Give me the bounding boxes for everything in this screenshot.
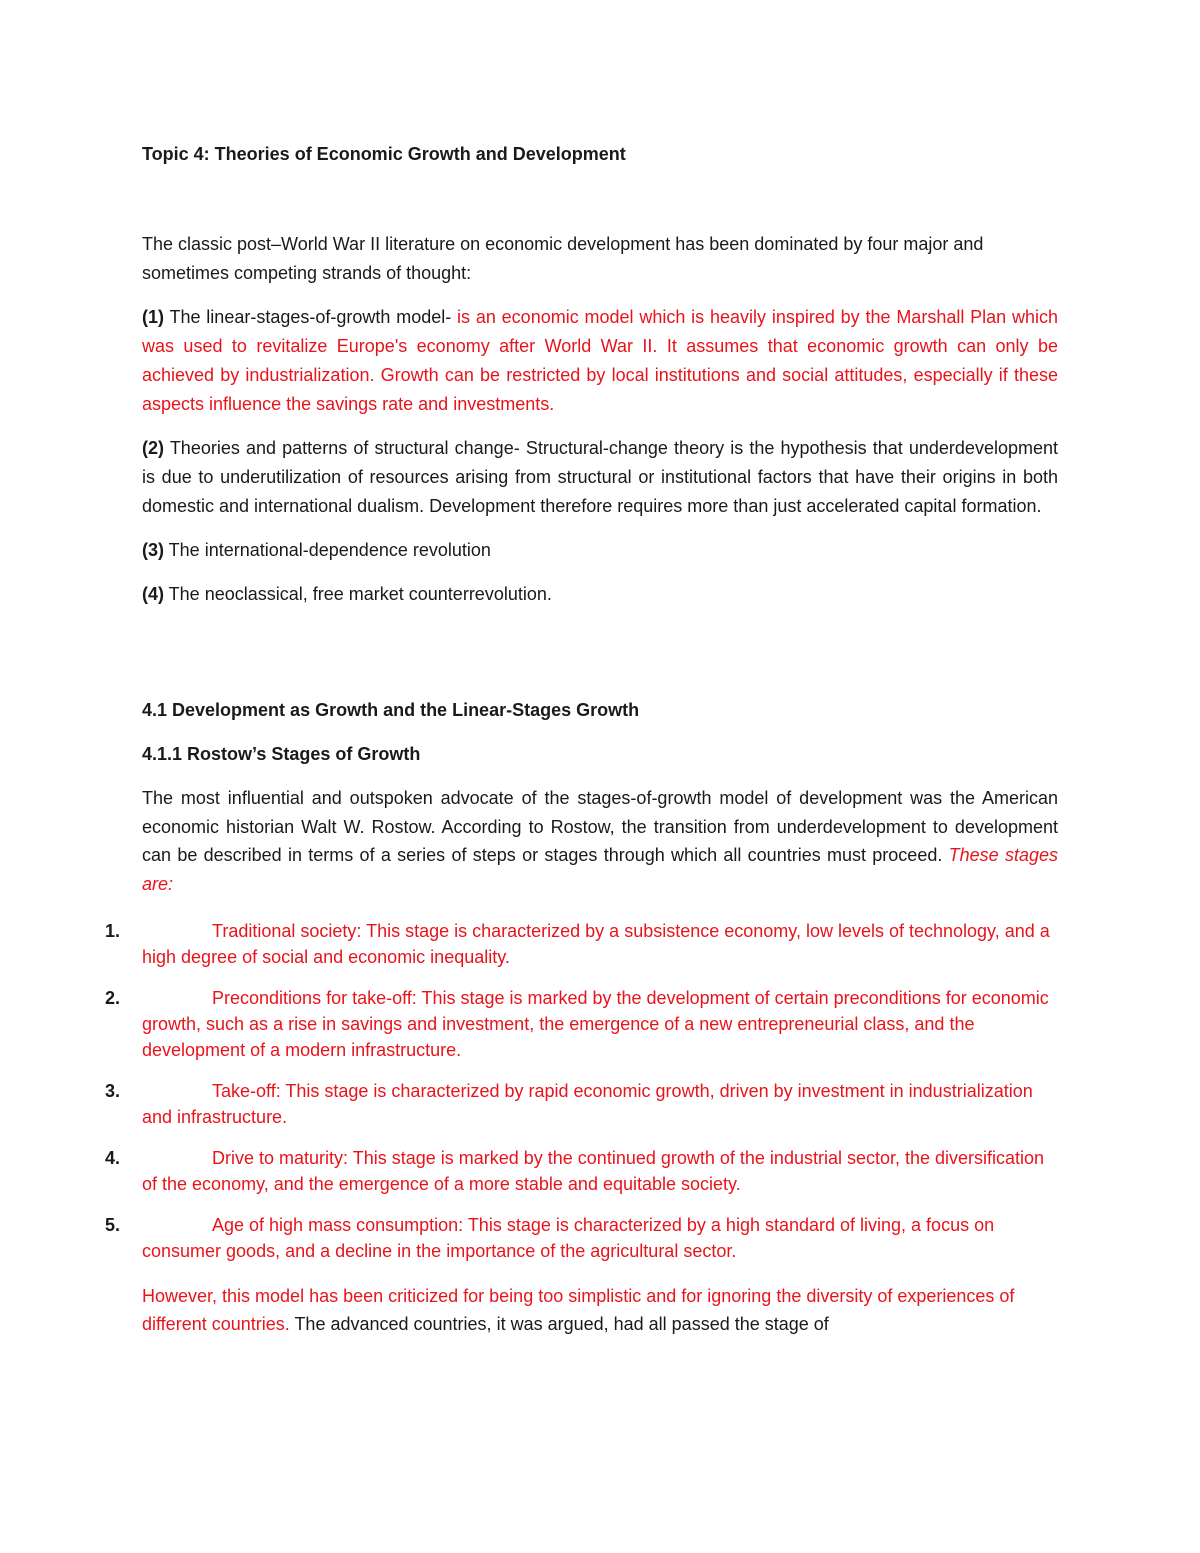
stage-text: Traditional society: This stage is characterized by a subsistence economy, low levels of technology, and a high degree of social and economic inequality.	[142, 921, 1050, 967]
strand-label: The linear-stages-of-growth model-	[164, 307, 458, 327]
stages-list	[105, 918, 1058, 1264]
rostow-paragraph	[142, 784, 1058, 898]
section-heading: 4.1 Development as Growth and the Linear-Stages Growth	[142, 700, 640, 720]
list-number: 3.	[105, 1081, 121, 1101]
strand-description: is an economic model which is heavily inspired by the Marshall Plan which was used to revitalize Europe's economy after World War II. It assumes that economic growth can only be achieved by industrialization. Growth can be restricted by local institutions and social attitudes, especially if these aspects influence the savings rate and investments.	[142, 307, 1058, 414]
subsection-heading: 4.1.1 Rostow’s Stages of Growth	[142, 744, 421, 764]
page-title: Topic 4: Theories of Economic Growth and Development	[142, 144, 626, 164]
stage-text: Age of high mass consumption: This stage is characterized by a high standard of living, a focus on consumer goods, and a decline in the importance of the agricultural sector.	[142, 1215, 995, 1261]
rostow-text: The most influential and outspoken advocate of the stages-of-growth model of development was the American economic historian Walt W. Rostow. According to Rostow, the transition from underdevelopment to development can be described in terms of a series of steps or stages through which all countries must proceed.	[142, 788, 1058, 865]
strand-number: (3)	[142, 540, 164, 560]
strand-3	[142, 536, 1058, 565]
strand-number: (2)	[142, 438, 164, 458]
list-item	[105, 1212, 1058, 1264]
list-number: 2.	[105, 988, 121, 1008]
stages-lead-in: These stages are:	[142, 845, 1058, 894]
strand-1	[142, 303, 1058, 419]
list-number: 1.	[105, 921, 121, 941]
stage-text: Drive to maturity: This stage is marked by the continued growth of the industrial sector, the diversification of the economy, and the emergence of a more stable and equitable society.	[142, 1148, 1045, 1194]
list-item	[105, 1078, 1058, 1130]
list-item	[105, 1145, 1058, 1197]
strand-label: Theories and patterns of structural change- Structural-change theory is the hypothesis that underdevelopment is due to underutilization of resources arising from structural or institutional factors that have their origins in both domestic and international dualism. Development therefore requires more than just accelerated capital formation.	[142, 438, 1058, 516]
document-page	[105, 140, 1058, 1338]
list-item	[105, 918, 1058, 970]
criticism-paragraph	[142, 1282, 1058, 1338]
strand-label: The international-dependence revolution	[164, 540, 491, 560]
criticism-text: However, this model has been criticized for being too simplistic and for ignoring the diversity of experiences of different countries.	[142, 1286, 1015, 1334]
continuation-text: The advanced countries, it was argued, had all passed the stage of	[289, 1314, 829, 1334]
strand-2	[142, 434, 1058, 521]
list-number: 5.	[105, 1215, 121, 1235]
intro-paragraph: The classic post–World War II literature on economic development has been dominated by four major and sometimes competing strands of thought:	[142, 234, 984, 283]
stage-text: Take-off: This stage is characterized by rapid economic growth, driven by investment in industrialization and infrastructure.	[142, 1081, 1033, 1127]
strand-label: The neoclassical, free market counterrevolution.	[164, 584, 552, 604]
list-item	[105, 985, 1058, 1063]
strand-number: (4)	[142, 584, 164, 604]
stage-text: Preconditions for take-off: This stage is marked by the development of certain preconditions for economic growth, such as a rise in savings and investment, the emergence of a new entrepreneurial class, and the development of a modern infrastructure.	[142, 988, 1049, 1060]
strand-4	[142, 580, 1058, 609]
strand-number: (1)	[142, 307, 164, 327]
list-number: 4.	[105, 1148, 121, 1168]
